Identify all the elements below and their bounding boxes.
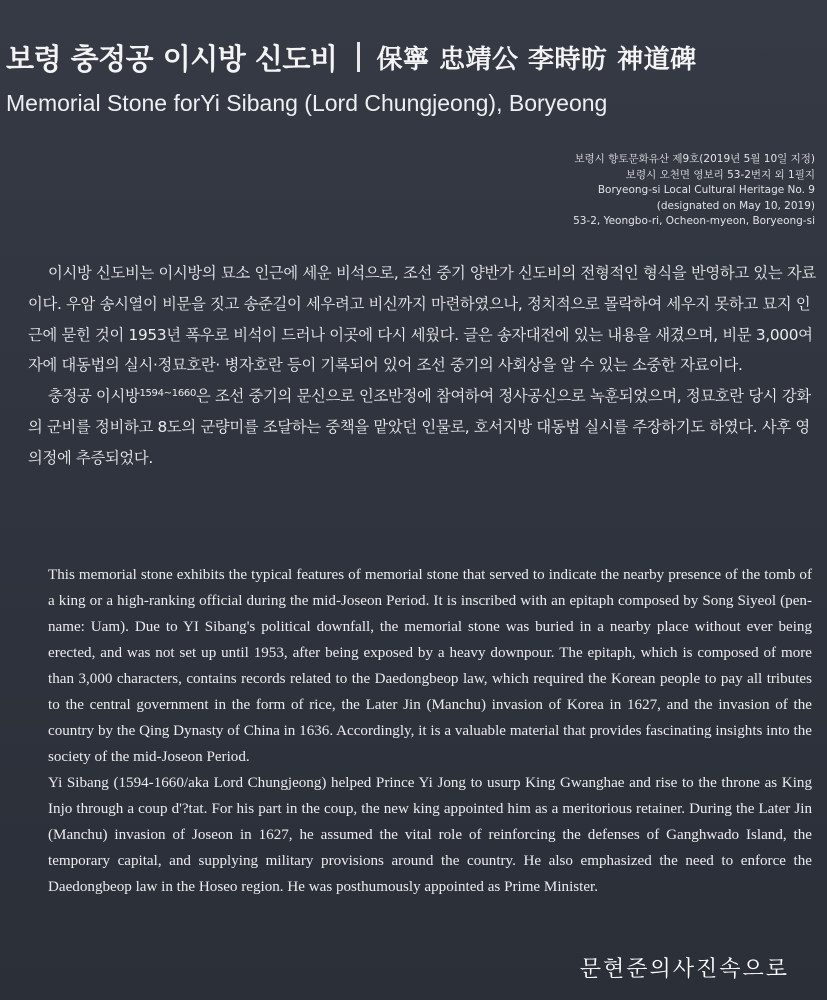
english-paragraph-1: This memorial stone exhibits the typical features of memorial stone that served to indicate the nearby presence of the tomb of a king or a high-ranking official during the mid-Joseon Period. It is inscribed with an epitaph composed by Song Siyeol (pen-name: Uam). Due to YI Sibang's political downfall, the memorial stone was buried in a nearby place without ever being erected, and was not set up until 1953, after being exposed by a heavy downpour. The epitaph, which is composed of more than 3,000 characters, contains records related to the Daedongbeop law, which required the Korean people to pay all tributes to the central government in the form of rice, the Later Jin (Manchu) invasion of Korea in 1627, and the invasion of the country by the Qing Dynasty of China in 1636. Accordingly, it is a valuable material that provides fascinating insights into the society of the mid-Joseon Period. xyxy=(48,567,812,765)
korean-para2-prefix: 충정공 이시방 xyxy=(48,387,140,406)
title-row xyxy=(6,34,821,80)
korean-para2-rest: 은 조선 중기의 문신으로 인조반정에 참여하여 정사공신으로 녹훈되었으며, 정묘호란 당시 강화의 군비를 정비하고 8도의 군량미를 조달하는 중책을 맡았던 인물로, 호서지방 대동법 실시를 주장하기도 하였다. 사후 영의정에 추증되었다. xyxy=(28,387,811,467)
english-paragraph-2: Yi Sibang (1594-1660/aka Lord Chungjeong) helped Prince Yi Jong to usurp King Gwanghae and rise to the throne as King Injo through a coup d'?tat. For his part in the coup, the new king appointed him as a meritorious retainer. During the Later Jin (Manchu) invasion of Joseon in 1627, he assumed the vital role of reinforcing the defenses of Ganghwado Island, the temporary capital, and supplying military provisions around the country. He also emphasized the need to enforce the Daedongbeop law in the Hoseo region. He was posthumously appointed as Prime Minister. xyxy=(48,775,812,895)
designation-line-2: 보령시 오천면 영보리 53-2번지 외 1필지 xyxy=(625,168,815,181)
korean-paragraph-1: 이시방 신도비는 이시방의 묘소 인근에 세운 비석으로, 조선 중기 양반가 신도비의 전형적인 형식을 반영하고 있는 자료이다. 우암 송시열이 비문을 짓고 송준길이 세우려고 비신까지 마련하였으나, 정치적으로 몰락하여 세우지 못하고 묘지 인근에 묻힌 것이 1953년 폭우로 비석이 드러나 이곳에 다시 세웠다. 글은 송자대전에 있는 내용을 새겼으며, 비문 3,000여자에 대동법의 실시·정묘호란· 병자호란 등이 기록되어 있어 조선 중기의 사회상을 알 수 있는 소중한 자료이다. xyxy=(28,264,816,375)
korean-description xyxy=(28,258,818,474)
designation-line-5: 53-2, Yeongbo-ri, Ocheon-myeon, Boryeong-si xyxy=(573,215,815,228)
designation-line-1: 보령시 향토문화유산 제9호(2019년 5월 10일 지정) xyxy=(574,153,815,165)
designation-info xyxy=(415,152,815,230)
korean-para2-years: 1594~1660 xyxy=(139,388,197,400)
designation-line-4: (designated on May 10, 2019) xyxy=(656,199,815,212)
korean-paragraph-2 xyxy=(28,381,818,473)
english-description xyxy=(48,562,812,900)
title-hanja: 保寧 忠靖公 李時昉 神道碑 xyxy=(376,44,697,75)
photographer-watermark: 문현준의사진속으로 xyxy=(579,957,789,982)
subtitle-english: Memorial Stone forYi Sibang (Lord Chungjeong), Boryeong xyxy=(6,90,608,116)
designation-line-3: Boryeong-si Local Cultural Heritage No. 9 xyxy=(597,184,815,197)
title-separator xyxy=(357,42,360,72)
title-korean: 보령 충정공 이시방 신도비 xyxy=(6,41,338,76)
